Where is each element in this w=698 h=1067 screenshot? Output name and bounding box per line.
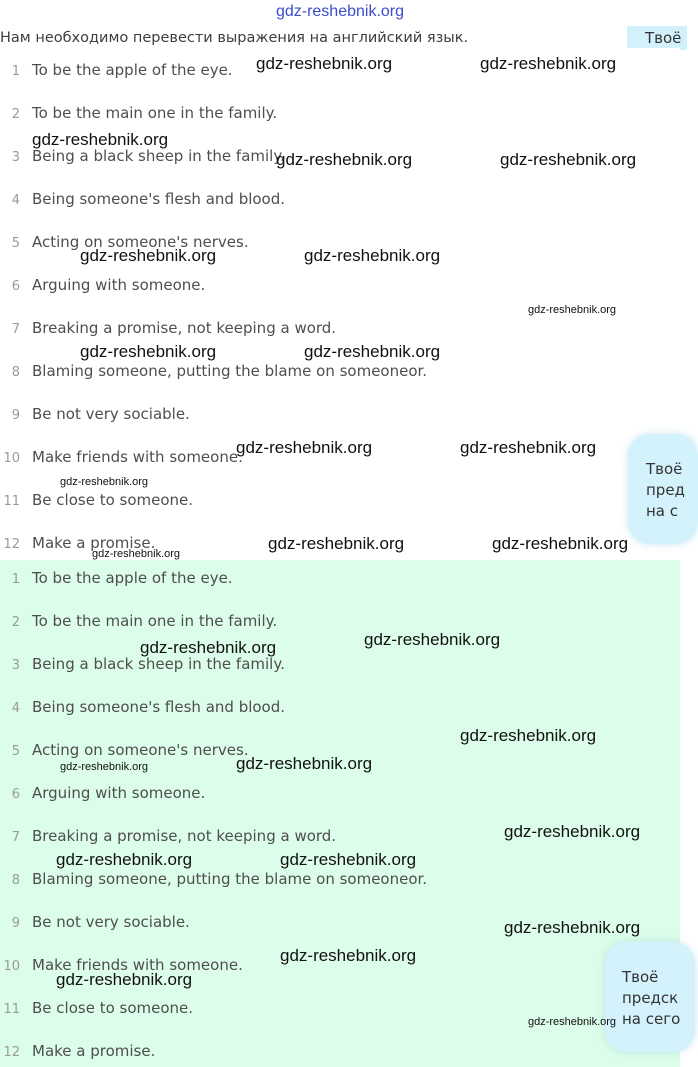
item-number: 10 [3,959,20,974]
watermark: gdz-reshebnik.org [140,638,277,657]
list-item [0,316,336,340]
item-number: 10 [3,451,20,466]
promo-line: предск [622,989,679,1007]
item-text: Make a promise. [32,1042,156,1060]
watermark: gdz-reshebnik.org [280,946,417,965]
watermark: gdz-reshebnik.org [268,534,405,553]
item-text: Arguing with someone. [32,784,206,802]
item-number: 12 [3,1045,20,1060]
promo-line: пред [646,481,685,499]
list-item [0,1039,155,1063]
item-number: 9 [11,916,20,931]
list-item [0,996,193,1020]
watermark: gdz-reshebnik.org [56,970,193,989]
promo-bubble[interactable] [605,942,695,1052]
item-text: Being a black sheep in the family. [32,147,285,165]
item-number: 8 [11,365,20,380]
list-item [0,58,233,82]
item-text: Be not very sociable. [32,405,190,423]
item-number: 5 [11,236,20,251]
promo-bubble[interactable] [628,434,698,544]
item-text: Blaming someone, putting the blame on someoneor. [32,870,428,888]
item-text: Being someone's flesh and blood. [32,698,286,716]
item-text: Being someone's flesh and blood. [32,190,286,208]
site-header-link[interactable]: gdz-reshebnik.org [275,3,405,20]
item-text: Be close to someone. [32,999,194,1017]
list-item [0,101,277,125]
watermark: gdz-reshebnik.org [60,476,149,488]
item-number: 2 [11,615,20,630]
list-item [0,609,277,633]
item-text: Acting on someone's nerves. [32,741,249,759]
watermark: gdz-reshebnik.org [56,850,193,869]
list-item [0,273,205,297]
list-item [0,402,190,426]
list-item [0,488,193,512]
watermark: gdz-reshebnik.org [528,304,617,316]
watermark: gdz-reshebnik.org [500,150,637,169]
watermark: gdz-reshebnik.org [364,630,501,649]
list-item [0,359,427,383]
item-number: 3 [11,658,20,673]
list-item [0,781,205,805]
watermark: gdz-reshebnik.org [504,918,641,937]
item-number: 5 [11,744,20,759]
item-text: Breaking a promise, not keeping a word. [32,319,337,337]
list-item [0,867,427,891]
item-number: 1 [11,64,20,79]
item-text: Breaking a promise, not keeping a word. [32,827,337,845]
list-item [0,695,285,719]
watermark: gdz-reshebnik.org [276,150,413,169]
phrase-list-highlighted [0,560,680,1067]
item-number: 11 [3,494,20,509]
item-text: To be the main one in the family. [32,104,278,122]
watermark: gdz-reshebnik.org [236,754,373,773]
list-item [0,445,243,469]
watermark: gdz-reshebnik.org [304,342,441,361]
promo-line: Твоё [646,460,683,478]
watermark: gdz-reshebnik.org [480,54,617,73]
item-text: Make friends with someone. [32,956,243,974]
watermark: gdz-reshebnik.org [280,850,417,869]
item-number: 3 [11,150,20,165]
item-text: To be the apple of the eye. [32,61,233,79]
item-number: 8 [11,873,20,888]
site-header [0,0,680,26]
promo-line: на сего [622,1010,681,1028]
list-item [0,824,336,848]
watermark: gdz-reshebnik.org [60,761,149,773]
item-number: 2 [11,107,20,122]
list-item [0,566,233,590]
item-text: Acting on someone's nerves. [32,233,249,251]
item-text: Make friends with someone. [32,448,243,466]
item-text: Blaming someone, putting the blame on someoneor. [32,362,428,380]
item-number: 9 [11,408,20,423]
list-item [0,738,249,762]
watermark: gdz-reshebnik.org [236,438,373,457]
promo-line: Твоё [622,968,659,986]
item-text: Arguing with someone. [32,276,206,294]
side-tab[interactable]: Твоё [627,26,687,50]
item-number: 7 [11,322,20,337]
item-text: To be the main one in the family. [32,612,278,630]
item-text: To be the apple of the eye. [32,569,233,587]
watermark: gdz-reshebnik.org [80,342,217,361]
watermark: gdz-reshebnik.org [80,246,217,265]
watermark: gdz-reshebnik.org [504,822,641,841]
item-number: 12 [3,537,20,552]
item-number: 4 [11,701,20,716]
item-text: Be not very sociable. [32,913,190,931]
item-number: 4 [11,193,20,208]
watermark: gdz-reshebnik.org [304,246,441,265]
item-number: 7 [11,830,20,845]
list-item [0,187,285,211]
watermark: gdz-reshebnik.org [256,54,393,73]
list-item [0,910,190,934]
watermark: gdz-reshebnik.org [492,534,629,553]
watermark: gdz-reshebnik.org [92,548,181,560]
watermark: gdz-reshebnik.org [528,1016,617,1028]
watermark: gdz-reshebnik.org [32,130,169,149]
item-number: 11 [3,1002,20,1017]
item-text: Being a black sheep in the family. [32,655,285,673]
promo-line: на с [646,502,679,520]
item-text: Be close to someone. [32,491,194,509]
item-text: Make a promise. [32,534,156,552]
item-number: 6 [11,279,20,294]
watermark: gdz-reshebnik.org [460,726,597,745]
watermark: gdz-reshebnik.org [460,438,597,457]
item-number: 1 [11,572,20,587]
task-instruction: Нам необходимо перевести выражения на английский язык. [0,30,469,46]
item-number: 6 [11,787,20,802]
